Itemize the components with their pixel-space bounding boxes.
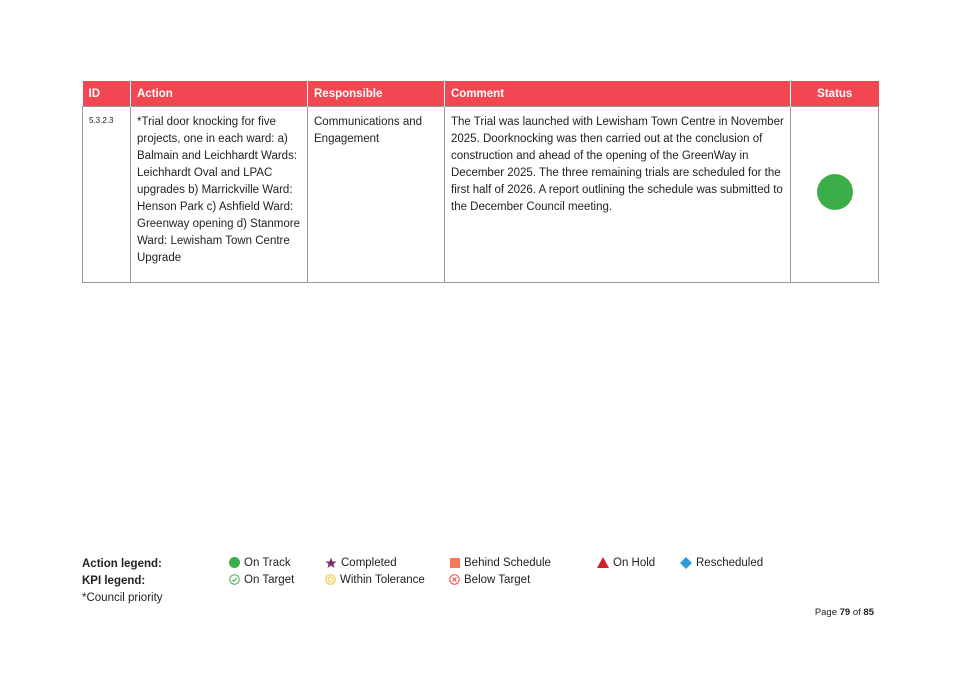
header-comment: Comment	[445, 81, 791, 107]
legend-below-target	[449, 574, 530, 586]
action-table	[82, 81, 879, 283]
blue-diamond-icon	[680, 557, 692, 569]
table-row	[83, 107, 879, 283]
row-status	[791, 107, 879, 283]
legend-completed-label: Completed	[341, 557, 397, 570]
page-total: 85	[863, 607, 874, 618]
action-legend-title: Action legend:	[82, 558, 162, 570]
legend-on-track-label: On Track	[244, 557, 291, 569]
legend-within-tolerance	[325, 574, 425, 586]
header-id: ID	[83, 81, 131, 107]
page-current: 79	[839, 607, 851, 618]
green-circle-icon	[229, 557, 240, 568]
legend-below-target-label: Below Target	[464, 574, 531, 586]
header-action: Action	[131, 81, 308, 107]
page-prefix: Page	[814, 607, 840, 618]
orange-square-icon	[450, 558, 460, 568]
on-track-status-icon	[817, 174, 853, 210]
council-priority-note: *Council priority	[82, 592, 163, 604]
legend-behind-schedule-label: Behind Schedule	[464, 557, 551, 569]
legend-on-target	[229, 574, 294, 586]
legend-within-tolerance-label: Within Tolerance	[340, 574, 425, 586]
legend-rescheduled	[680, 557, 763, 569]
row-action: *Trial door knocking for five projects, one in each ward: a) Balmain and Leichhardt Wards: Leichhardt Oval and LPAC upgrades b) Marrickville Ward: Henson Park c) Ashfield Ward: Greenway opening d) Stanmore Ward: Lewisham Town Centre Upgrade	[131, 107, 308, 283]
red-triangle-icon	[597, 557, 609, 568]
row-id: 5.3.2.3	[83, 107, 131, 283]
legend-on-hold-label: On Hold	[613, 557, 656, 569]
row-comment: The Trial was launched with Lewisham Town Centre in November 2025. Doorknocking was then carried out at the conclusion of construction and ahead of the opening of the GreenWay in December 2025. The three remaining trials are scheduled for the first half of 2026. A report outlining the schedule was submitted to the December Council meeting.	[445, 107, 791, 283]
green-check-circle-icon	[229, 574, 240, 585]
yellow-ring-icon	[325, 574, 336, 585]
red-x-circle-icon	[449, 574, 460, 585]
page-number	[815, 607, 874, 618]
legend-on-hold	[597, 557, 655, 569]
legend-rescheduled-label: Rescheduled	[696, 557, 764, 570]
page-of: of	[850, 607, 864, 618]
purple-star-icon	[325, 557, 337, 569]
legend-behind-schedule	[450, 557, 551, 569]
legend-completed	[325, 557, 397, 569]
legend-on-target-label: On Target	[244, 574, 295, 586]
row-responsible: Communications and Engagement	[308, 107, 445, 283]
header-status: Status	[791, 81, 879, 107]
kpi-legend-title: KPI legend:	[82, 575, 146, 587]
legend-on-track	[229, 557, 291, 569]
header-responsible: Responsible	[308, 81, 445, 107]
table-header-row	[83, 81, 879, 107]
